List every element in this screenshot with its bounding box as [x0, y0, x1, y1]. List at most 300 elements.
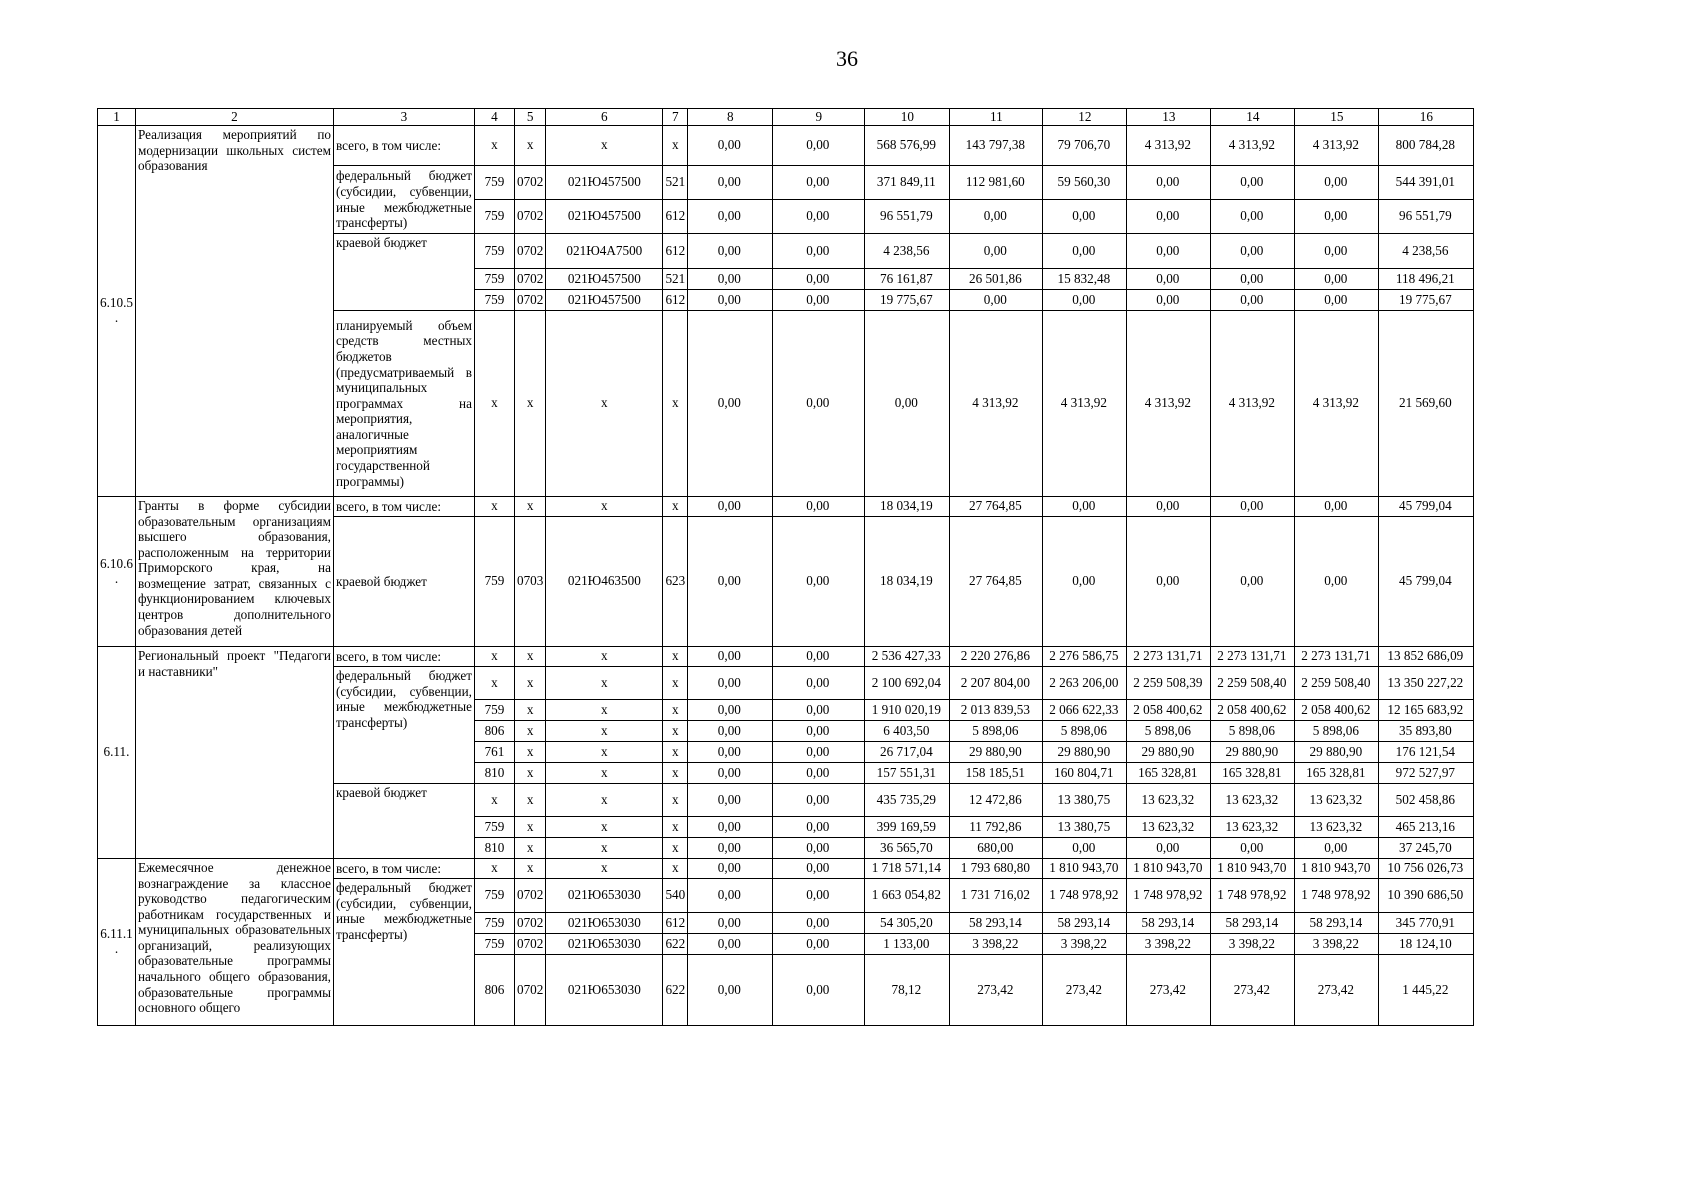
column-header: 4	[474, 109, 514, 126]
target-article-code: х	[546, 667, 663, 700]
amount-cell: 0,00	[688, 200, 773, 234]
target-article-code: 021Ю653030	[546, 913, 663, 934]
section-code: х	[514, 311, 545, 497]
amount-cell: 0,00	[1043, 290, 1127, 311]
amount-cell: 0,00	[773, 721, 865, 742]
amount-cell: 0,00	[1295, 497, 1379, 517]
amount-cell: 680,00	[950, 838, 1043, 859]
target-article-code: 021Ю457500	[546, 269, 663, 290]
amount-cell: 21 569,60	[1379, 311, 1474, 497]
amount-cell: 0,00	[688, 934, 773, 955]
grbs-code: 759	[474, 269, 514, 290]
target-article-code: х	[546, 859, 663, 879]
amount-cell: 118 496,21	[1379, 269, 1474, 290]
grbs-code: 759	[474, 817, 514, 838]
amount-cell: 2 273 131,71	[1211, 647, 1295, 667]
amount-cell: 0,00	[1127, 234, 1211, 269]
expense-type-code: 540	[663, 879, 688, 913]
expense-type-code: 622	[663, 934, 688, 955]
amount-cell: 2 259 508,39	[1127, 667, 1211, 700]
expense-type-code: х	[663, 763, 688, 784]
section-id: 6.10.6 .	[98, 497, 136, 647]
section-code: 0702	[514, 879, 545, 913]
section-name: Ежемесячное денежное вознаграждение за классное руководство педагогическим работникам государственных и муниципальных образовательных организаций, реализующих образовательные программы начального общего образования, образовательные программы основного общего	[135, 859, 333, 1026]
amount-cell: 3 398,22	[1127, 934, 1211, 955]
target-article-code: х	[546, 817, 663, 838]
grbs-code: 759	[474, 879, 514, 913]
amount-cell: 544 391,01	[1379, 166, 1474, 200]
amount-cell: 0,00	[688, 517, 773, 647]
amount-cell: 1 731 716,02	[950, 879, 1043, 913]
amount-cell: 5 898,06	[1127, 721, 1211, 742]
amount-cell: 59 560,30	[1043, 166, 1127, 200]
target-article-code: х	[546, 763, 663, 784]
section-name: Региональный проект "Педагоги и наставники"	[135, 647, 333, 859]
amount-cell: 12 472,86	[950, 784, 1043, 817]
amount-cell: 1 133,00	[865, 934, 950, 955]
grbs-code: 759	[474, 517, 514, 647]
amount-cell: 13 623,32	[1211, 817, 1295, 838]
amount-cell: 4 313,92	[1211, 311, 1295, 497]
column-header: 7	[663, 109, 688, 126]
grbs-code: 759	[474, 934, 514, 955]
amount-cell: 0,00	[773, 955, 865, 1026]
amount-cell: 0,00	[1295, 290, 1379, 311]
section-name: Реализация мероприятий по модернизации школьных систем образования	[135, 126, 333, 497]
target-article-code: х	[546, 700, 663, 721]
amount-cell: 273,42	[1211, 955, 1295, 1026]
target-article-code: х	[546, 647, 663, 667]
amount-cell: 165 328,81	[1127, 763, 1211, 784]
amount-cell: 0,00	[773, 311, 865, 497]
section-code: х	[514, 838, 545, 859]
amount-cell: 2 058 400,62	[1211, 700, 1295, 721]
amount-cell: 5 898,06	[950, 721, 1043, 742]
expense-type-code: х	[663, 838, 688, 859]
amount-cell: 160 804,71	[1043, 763, 1127, 784]
amount-cell: 0,00	[1295, 200, 1379, 234]
amount-cell: 2 259 508,40	[1295, 667, 1379, 700]
amount-cell: 0,00	[950, 234, 1043, 269]
target-article-code: х	[546, 311, 663, 497]
amount-cell: 0,00	[773, 269, 865, 290]
column-header: 1	[98, 109, 136, 126]
target-article-code: х	[546, 838, 663, 859]
amount-cell: 0,00	[773, 497, 865, 517]
amount-cell: 4 313,92	[950, 311, 1043, 497]
amount-cell: 972 527,97	[1379, 763, 1474, 784]
funding-source: федеральный бюджет (субсидии, субвенции, иные межбюджетные трансферты)	[333, 879, 474, 1026]
amount-cell: 165 328,81	[1295, 763, 1379, 784]
amount-cell: 0,00	[688, 647, 773, 667]
section-name: Гранты в форме субсидии образовательным организациям высшего образования, расположенным на территории Приморского края, на возмещение затрат, связанных с функционированием ключевых центров дополнительного образования детей	[135, 497, 333, 647]
expense-type-code: 622	[663, 955, 688, 1026]
funding-source: федеральный бюджет (субсидии, субвенции, иные межбюджетные трансферты)	[333, 667, 474, 784]
amount-cell: 1 810 943,70	[1211, 859, 1295, 879]
amount-cell: 0,00	[773, 763, 865, 784]
amount-cell: 0,00	[688, 290, 773, 311]
grbs-code: 761	[474, 742, 514, 763]
amount-cell: 371 849,11	[865, 166, 950, 200]
amount-cell: 4 313,92	[1211, 126, 1295, 166]
amount-cell: 29 880,90	[1211, 742, 1295, 763]
amount-cell: 0,00	[773, 859, 865, 879]
amount-cell: 58 293,14	[1043, 913, 1127, 934]
amount-cell: 0,00	[773, 667, 865, 700]
section-code: 0702	[514, 934, 545, 955]
amount-cell: 2 100 692,04	[865, 667, 950, 700]
amount-cell: 0,00	[688, 784, 773, 817]
amount-cell: 0,00	[1043, 838, 1127, 859]
funding-source: краевой бюджет	[333, 784, 474, 859]
amount-cell: 0,00	[1127, 497, 1211, 517]
table-row	[98, 497, 1474, 517]
amount-cell: 19 775,67	[865, 290, 950, 311]
amount-cell: 0,00	[950, 290, 1043, 311]
grbs-code: 810	[474, 763, 514, 784]
expense-type-code: х	[663, 721, 688, 742]
amount-cell: 1 810 943,70	[1043, 859, 1127, 879]
amount-cell: 0,00	[1127, 838, 1211, 859]
amount-cell: 3 398,22	[1043, 934, 1127, 955]
column-header: 10	[865, 109, 950, 126]
amount-cell: 1 793 680,80	[950, 859, 1043, 879]
amount-cell: 165 328,81	[1211, 763, 1295, 784]
amount-cell: 176 121,54	[1379, 742, 1474, 763]
amount-cell: 0,00	[1127, 269, 1211, 290]
section-code: х	[514, 742, 545, 763]
grbs-code: 810	[474, 838, 514, 859]
amount-cell: 0,00	[1211, 497, 1295, 517]
amount-cell: 465 213,16	[1379, 817, 1474, 838]
amount-cell: 0,00	[1043, 497, 1127, 517]
funding-source: всего, в том числе:	[333, 497, 474, 517]
amount-cell: 96 551,79	[865, 200, 950, 234]
amount-cell: 0,00	[1127, 290, 1211, 311]
amount-cell: 0,00	[1295, 234, 1379, 269]
amount-cell: 79 706,70	[1043, 126, 1127, 166]
amount-cell: 0,00	[773, 166, 865, 200]
target-article-code: 021Ю653030	[546, 879, 663, 913]
expense-type-code: 612	[663, 913, 688, 934]
amount-cell: 36 565,70	[865, 838, 950, 859]
amount-cell: 58 293,14	[1295, 913, 1379, 934]
amount-cell: 1 910 020,19	[865, 700, 950, 721]
amount-cell: 2 259 508,40	[1211, 667, 1295, 700]
expense-type-code: х	[663, 647, 688, 667]
expense-type-code: х	[663, 497, 688, 517]
amount-cell: 4 313,92	[1127, 311, 1211, 497]
amount-cell: 54 305,20	[865, 913, 950, 934]
amount-cell: 1 748 978,92	[1211, 879, 1295, 913]
target-article-code: 021Ю4А7500	[546, 234, 663, 269]
amount-cell: 29 880,90	[1127, 742, 1211, 763]
amount-cell: 0,00	[688, 838, 773, 859]
amount-cell: 502 458,86	[1379, 784, 1474, 817]
amount-cell: 78,12	[865, 955, 950, 1026]
amount-cell: 0,00	[1295, 517, 1379, 647]
amount-cell: 1 663 054,82	[865, 879, 950, 913]
expense-type-code: 521	[663, 269, 688, 290]
amount-cell: 0,00	[1295, 166, 1379, 200]
amount-cell: 0,00	[773, 934, 865, 955]
target-article-code: 021Ю653030	[546, 934, 663, 955]
section-code: 0702	[514, 166, 545, 200]
amount-cell: 37 245,70	[1379, 838, 1474, 859]
amount-cell: 10 390 686,50	[1379, 879, 1474, 913]
grbs-code: х	[474, 784, 514, 817]
funding-source: всего, в том числе:	[333, 647, 474, 667]
amount-cell: 0,00	[773, 126, 865, 166]
amount-cell: 0,00	[950, 200, 1043, 234]
grbs-code: х	[474, 126, 514, 166]
section-code: 0702	[514, 269, 545, 290]
amount-cell: 1 748 978,92	[1127, 879, 1211, 913]
amount-cell: 0,00	[688, 859, 773, 879]
expense-type-code: х	[663, 667, 688, 700]
column-header: 2	[135, 109, 333, 126]
expense-type-code: 623	[663, 517, 688, 647]
amount-cell: 0,00	[1211, 166, 1295, 200]
amount-cell: 2 058 400,62	[1127, 700, 1211, 721]
funding-source: федеральный бюджет (субсидии, субвенции, иные межбюджетные трансферты)	[333, 166, 474, 234]
amount-cell: 4 313,92	[1295, 126, 1379, 166]
grbs-code: 759	[474, 913, 514, 934]
amount-cell: 435 735,29	[865, 784, 950, 817]
expense-type-code: 612	[663, 290, 688, 311]
grbs-code: 806	[474, 955, 514, 1026]
amount-cell: 18 124,10	[1379, 934, 1474, 955]
grbs-code: х	[474, 647, 514, 667]
amount-cell: 0,00	[773, 200, 865, 234]
amount-cell: 1 718 571,14	[865, 859, 950, 879]
column-header: 8	[688, 109, 773, 126]
amount-cell: 2 273 131,71	[1295, 647, 1379, 667]
table-row	[98, 647, 1474, 667]
amount-cell: 13 623,32	[1127, 817, 1211, 838]
amount-cell: 112 981,60	[950, 166, 1043, 200]
grbs-code: х	[474, 859, 514, 879]
amount-cell: 4 238,56	[1379, 234, 1474, 269]
amount-cell: 0,00	[1211, 200, 1295, 234]
amount-cell: 0,00	[1295, 838, 1379, 859]
grbs-code: 759	[474, 234, 514, 269]
amount-cell: 0,00	[773, 647, 865, 667]
amount-cell: 2 066 622,33	[1043, 700, 1127, 721]
section-id: 6.10.5 .	[98, 126, 136, 497]
grbs-code: 759	[474, 700, 514, 721]
amount-cell: 29 880,90	[1295, 742, 1379, 763]
amount-cell: 10 756 026,73	[1379, 859, 1474, 879]
amount-cell: 0,00	[773, 290, 865, 311]
amount-cell: 2 263 206,00	[1043, 667, 1127, 700]
amount-cell: 3 398,22	[1211, 934, 1295, 955]
amount-cell: 2 058 400,62	[1295, 700, 1379, 721]
funding-source: всего, в том числе:	[333, 859, 474, 879]
target-article-code: х	[546, 784, 663, 817]
section-code: 0703	[514, 517, 545, 647]
amount-cell: 29 880,90	[1043, 742, 1127, 763]
amount-cell: 2 207 804,00	[950, 667, 1043, 700]
amount-cell: 26 501,86	[950, 269, 1043, 290]
amount-cell: 12 165 683,92	[1379, 700, 1474, 721]
amount-cell: 18 034,19	[865, 517, 950, 647]
amount-cell: 13 380,75	[1043, 817, 1127, 838]
target-article-code: 021Ю457500	[546, 166, 663, 200]
grbs-code: х	[474, 311, 514, 497]
column-header: 12	[1043, 109, 1127, 126]
amount-cell: 0,00	[688, 700, 773, 721]
amount-cell: 13 623,32	[1127, 784, 1211, 817]
target-article-code: х	[546, 742, 663, 763]
column-header: 14	[1211, 109, 1295, 126]
funding-source: краевой бюджет	[333, 234, 474, 311]
amount-cell: 158 185,51	[950, 763, 1043, 784]
amount-cell: 4 313,92	[1127, 126, 1211, 166]
expense-type-code: 521	[663, 166, 688, 200]
amount-cell: 0,00	[688, 913, 773, 934]
amount-cell: 4 313,92	[1295, 311, 1379, 497]
section-code: 0702	[514, 913, 545, 934]
amount-cell: 0,00	[688, 721, 773, 742]
amount-cell: 13 380,75	[1043, 784, 1127, 817]
column-header: 6	[546, 109, 663, 126]
amount-cell: 0,00	[1211, 838, 1295, 859]
amount-cell: 0,00	[688, 497, 773, 517]
amount-cell: 29 880,90	[950, 742, 1043, 763]
target-article-code: х	[546, 126, 663, 166]
amount-cell: 58 293,14	[1211, 913, 1295, 934]
column-header: 16	[1379, 109, 1474, 126]
amount-cell: 27 764,85	[950, 497, 1043, 517]
amount-cell: 15 832,48	[1043, 269, 1127, 290]
amount-cell: 0,00	[688, 742, 773, 763]
amount-cell: 0,00	[773, 913, 865, 934]
amount-cell: 6 403,50	[865, 721, 950, 742]
amount-cell: 0,00	[1127, 517, 1211, 647]
amount-cell: 2 220 276,86	[950, 647, 1043, 667]
amount-cell: 13 852 686,09	[1379, 647, 1474, 667]
amount-cell: 0,00	[688, 763, 773, 784]
expense-type-code: х	[663, 126, 688, 166]
amount-cell: 0,00	[1043, 200, 1127, 234]
funding-source: краевой бюджет	[333, 517, 474, 647]
amount-cell: 1 748 978,92	[1043, 879, 1127, 913]
column-header: 13	[1127, 109, 1211, 126]
column-header: 3	[333, 109, 474, 126]
target-article-code: 021Ю653030	[546, 955, 663, 1026]
column-header: 5	[514, 109, 545, 126]
amount-cell: 45 799,04	[1379, 517, 1474, 647]
amount-cell: 26 717,04	[865, 742, 950, 763]
amount-cell: 0,00	[1211, 269, 1295, 290]
amount-cell: 58 293,14	[950, 913, 1043, 934]
amount-cell: 0,00	[688, 269, 773, 290]
amount-cell: 13 623,32	[1295, 784, 1379, 817]
target-article-code: х	[546, 721, 663, 742]
amount-cell: 76 161,87	[865, 269, 950, 290]
amount-cell: 18 034,19	[865, 497, 950, 517]
amount-cell: 1 810 943,70	[1127, 859, 1211, 879]
amount-cell: 0,00	[773, 517, 865, 647]
expense-type-code: х	[663, 700, 688, 721]
column-header: 11	[950, 109, 1043, 126]
amount-cell: 3 398,22	[950, 934, 1043, 955]
expense-type-code: х	[663, 784, 688, 817]
amount-cell: 0,00	[773, 700, 865, 721]
table-body	[98, 109, 1474, 1026]
section-code: 0702	[514, 955, 545, 1026]
amount-cell: 96 551,79	[1379, 200, 1474, 234]
amount-cell: 0,00	[773, 784, 865, 817]
amount-cell: 13 623,32	[1295, 817, 1379, 838]
amount-cell: 273,42	[1127, 955, 1211, 1026]
amount-cell: 5 898,06	[1043, 721, 1127, 742]
section-code: х	[514, 784, 545, 817]
table-row	[98, 859, 1474, 879]
amount-cell: 0,00	[773, 879, 865, 913]
amount-cell: 19 775,67	[1379, 290, 1474, 311]
funding-source: всего, в том числе:	[333, 126, 474, 166]
amount-cell: 4 313,92	[1043, 311, 1127, 497]
amount-cell: 5 898,06	[1211, 721, 1295, 742]
section-code: х	[514, 859, 545, 879]
amount-cell: 345 770,91	[1379, 913, 1474, 934]
expense-type-code: х	[663, 742, 688, 763]
section-code: х	[514, 700, 545, 721]
header-row	[98, 109, 1474, 126]
column-header: 9	[773, 109, 865, 126]
amount-cell: 13 350 227,22	[1379, 667, 1474, 700]
amount-cell: 0,00	[1295, 269, 1379, 290]
amount-cell: 399 169,59	[865, 817, 950, 838]
amount-cell: 273,42	[950, 955, 1043, 1026]
grbs-code: 806	[474, 721, 514, 742]
section-id: 6.11.1 .	[98, 859, 136, 1026]
section-id: 6.11.	[98, 647, 136, 859]
section-code: 0702	[514, 200, 545, 234]
section-code: х	[514, 647, 545, 667]
budget-table	[97, 108, 1474, 1026]
section-code: х	[514, 497, 545, 517]
table-row	[98, 126, 1474, 166]
amount-cell: 0,00	[773, 234, 865, 269]
amount-cell: 800 784,28	[1379, 126, 1474, 166]
target-article-code: х	[546, 497, 663, 517]
amount-cell: 1 445,22	[1379, 955, 1474, 1026]
amount-cell: 13 623,32	[1211, 784, 1295, 817]
amount-cell: 0,00	[1043, 234, 1127, 269]
grbs-code: х	[474, 667, 514, 700]
section-code: х	[514, 817, 545, 838]
funding-source: планируемый объем средств местных бюджетов (предусматриваемый в муниципальных программах на мероприятия, аналогичные мероприятиям государственной программы)	[333, 311, 474, 497]
amount-cell: 0,00	[773, 742, 865, 763]
amount-cell: 0,00	[688, 667, 773, 700]
amount-cell: 0,00	[1127, 200, 1211, 234]
amount-cell: 1 810 943,70	[1295, 859, 1379, 879]
amount-cell: 27 764,85	[950, 517, 1043, 647]
expense-type-code: 612	[663, 200, 688, 234]
amount-cell: 0,00	[1211, 517, 1295, 647]
grbs-code: 759	[474, 166, 514, 200]
amount-cell: 568 576,99	[865, 126, 950, 166]
section-code: 0702	[514, 290, 545, 311]
amount-cell: 2 276 586,75	[1043, 647, 1127, 667]
amount-cell: 0,00	[865, 311, 950, 497]
expense-type-code: х	[663, 817, 688, 838]
amount-cell: 0,00	[773, 817, 865, 838]
grbs-code: 759	[474, 290, 514, 311]
